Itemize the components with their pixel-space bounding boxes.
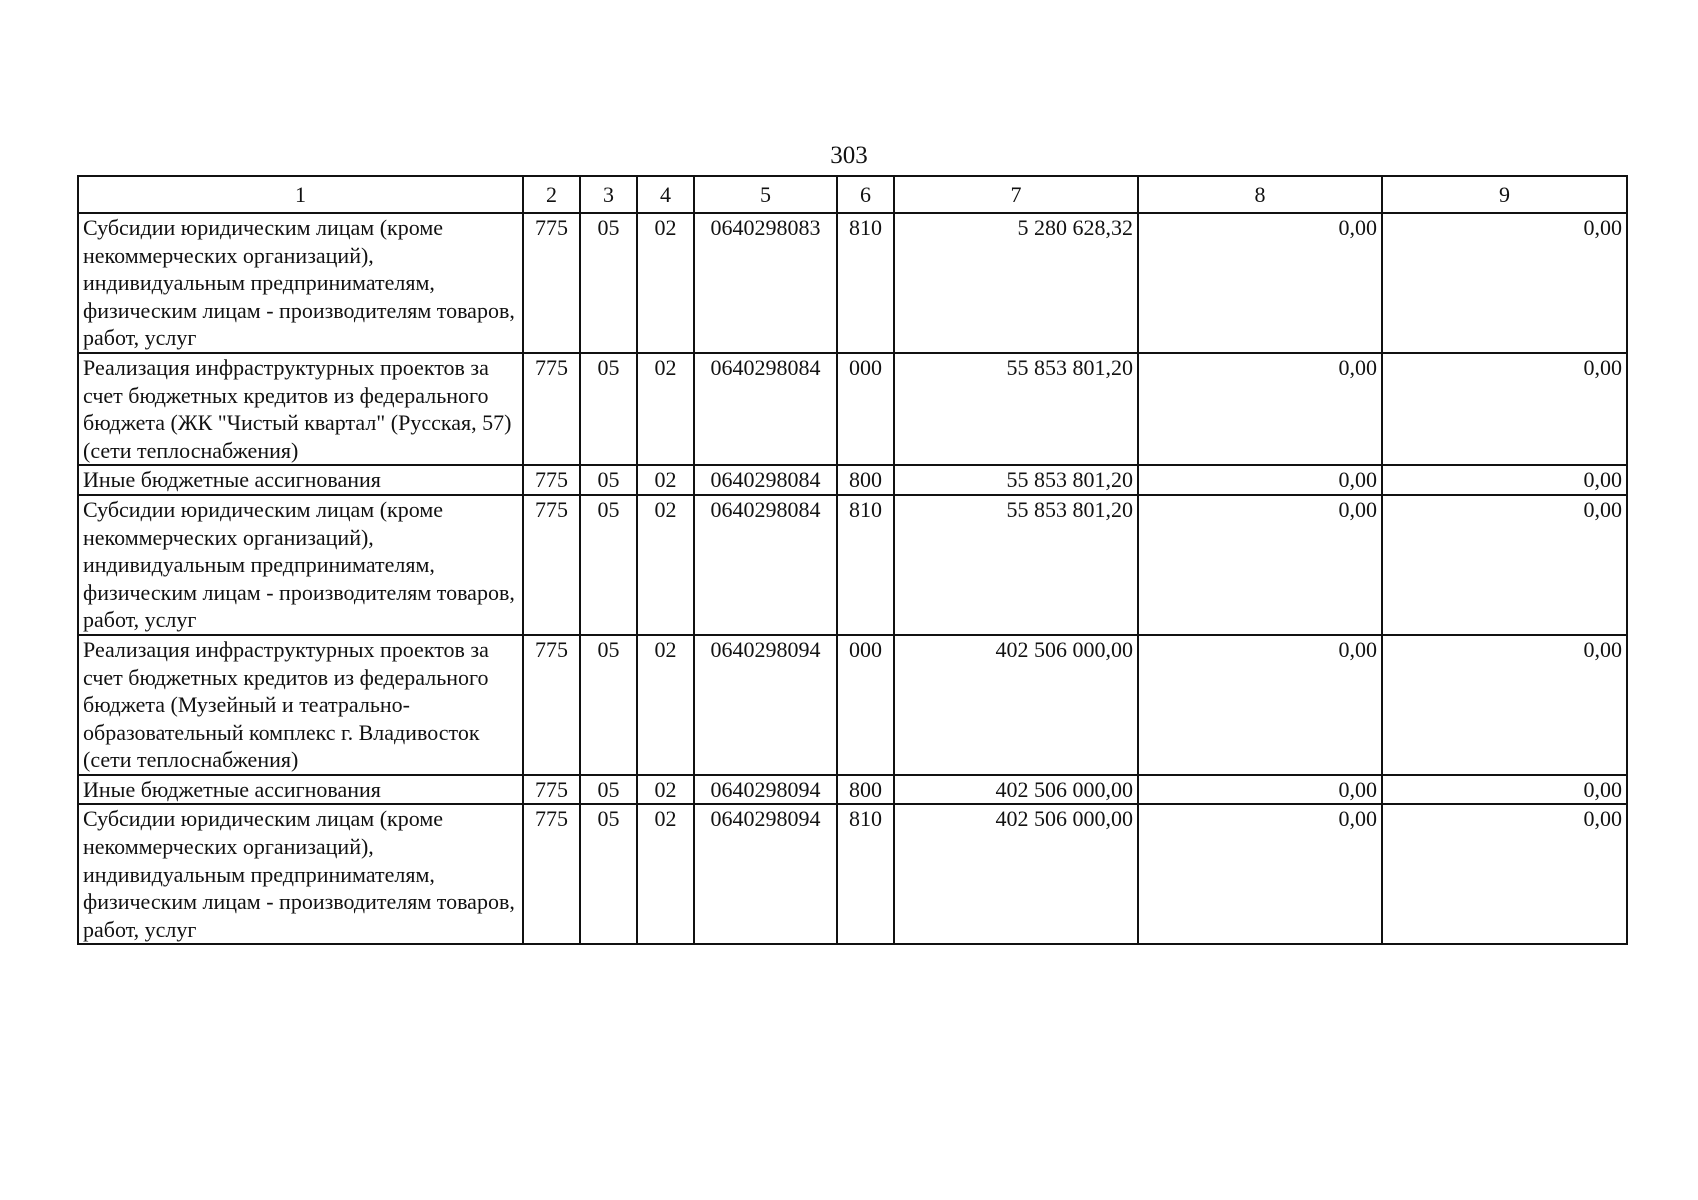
column-header: 2 — [523, 176, 580, 213]
subsection-code: 02 — [637, 353, 694, 465]
subsection-code: 02 — [637, 775, 694, 805]
target-article-code: 0640298083 — [694, 213, 837, 353]
page-number: 303 — [830, 142, 868, 169]
ministry-code: 775 — [523, 465, 580, 495]
amount-col-9: 0,00 — [1382, 213, 1627, 353]
table-row — [78, 775, 1627, 805]
column-header: 7 — [894, 176, 1138, 213]
section-code: 05 — [580, 465, 637, 495]
ministry-code: 775 — [523, 775, 580, 805]
amount-col-7: 5 280 628,32 — [894, 213, 1138, 353]
amount-col-7: 55 853 801,20 — [894, 465, 1138, 495]
column-header: 4 — [637, 176, 694, 213]
row-description: Реализация инфраструктурных проектов за счет бюджетных кредитов из федерального бюджета (ЖК "Чистый квартал" (Русская, 57) (сети теплоснабжения) — [78, 353, 523, 465]
expense-type-code: 000 — [837, 353, 894, 465]
column-header: 5 — [694, 176, 837, 213]
section-code: 05 — [580, 804, 637, 944]
table-row — [78, 635, 1627, 775]
amount-col-9: 0,00 — [1382, 804, 1627, 944]
row-description: Иные бюджетные ассигнования — [78, 465, 523, 495]
subsection-code: 02 — [637, 635, 694, 775]
row-description: Реализация инфраструктурных проектов за счет бюджетных кредитов из федерального бюджета (Музейный и театрально-образовательный комплекс г. Владивосток (сети теплоснабжения) — [78, 635, 523, 775]
amount-col-9: 0,00 — [1382, 353, 1627, 465]
subsection-code: 02 — [637, 465, 694, 495]
column-header: 3 — [580, 176, 637, 213]
target-article-code: 0640298094 — [694, 635, 837, 775]
subsection-code: 02 — [637, 804, 694, 944]
row-description: Субсидии юридическим лицам (кроме некоммерческих организаций), индивидуальным предпринимателям, физическим лицам - производителям товаров, работ, услуг — [78, 495, 523, 635]
amount-col-8: 0,00 — [1138, 804, 1382, 944]
subsection-code: 02 — [637, 213, 694, 353]
ministry-code: 775 — [523, 804, 580, 944]
target-article-code: 0640298084 — [694, 353, 837, 465]
column-header: 6 — [837, 176, 894, 213]
amount-col-7: 55 853 801,20 — [894, 495, 1138, 635]
section-code: 05 — [580, 775, 637, 805]
table-row — [78, 353, 1627, 465]
target-article-code: 0640298084 — [694, 465, 837, 495]
amount-col-8: 0,00 — [1138, 465, 1382, 495]
ministry-code: 775 — [523, 635, 580, 775]
table-row — [78, 465, 1627, 495]
section-code: 05 — [580, 213, 637, 353]
row-description: Субсидии юридическим лицам (кроме некоммерческих организаций), индивидуальным предпринимателям, физическим лицам - производителям товаров, работ, услуг — [78, 213, 523, 353]
table-row — [78, 804, 1627, 944]
ministry-code: 775 — [523, 213, 580, 353]
ministry-code: 775 — [523, 353, 580, 465]
expense-type-code: 000 — [837, 635, 894, 775]
table-row — [78, 495, 1627, 635]
amount-col-9: 0,00 — [1382, 495, 1627, 635]
expense-type-code: 810 — [837, 495, 894, 635]
expense-type-code: 800 — [837, 775, 894, 805]
amount-col-9: 0,00 — [1382, 465, 1627, 495]
section-code: 05 — [580, 635, 637, 775]
amount-col-8: 0,00 — [1138, 635, 1382, 775]
amount-col-8: 0,00 — [1138, 775, 1382, 805]
amount-col-7: 402 506 000,00 — [894, 635, 1138, 775]
column-header: 9 — [1382, 176, 1627, 213]
amount-col-7: 402 506 000,00 — [894, 775, 1138, 805]
ministry-code: 775 — [523, 495, 580, 635]
column-header: 8 — [1138, 176, 1382, 213]
header-row — [78, 176, 1627, 213]
amount-col-8: 0,00 — [1138, 495, 1382, 635]
section-code: 05 — [580, 353, 637, 465]
budget-table — [77, 175, 1628, 945]
row-description: Субсидии юридическим лицам (кроме некоммерческих организаций), индивидуальным предпринимателям, физическим лицам - производителям товаров, работ, услуг — [78, 804, 523, 944]
column-header: 1 — [78, 176, 523, 213]
amount-col-7: 402 506 000,00 — [894, 804, 1138, 944]
amount-col-8: 0,00 — [1138, 353, 1382, 465]
row-description: Иные бюджетные ассигнования — [78, 775, 523, 805]
expense-type-code: 800 — [837, 465, 894, 495]
amount-col-7: 55 853 801,20 — [894, 353, 1138, 465]
amount-col-8: 0,00 — [1138, 213, 1382, 353]
subsection-code: 02 — [637, 495, 694, 635]
table-row — [78, 213, 1627, 353]
amount-col-9: 0,00 — [1382, 775, 1627, 805]
expense-type-code: 810 — [837, 804, 894, 944]
section-code: 05 — [580, 495, 637, 635]
amount-col-9: 0,00 — [1382, 635, 1627, 775]
expense-type-code: 810 — [837, 213, 894, 353]
target-article-code: 0640298094 — [694, 804, 837, 944]
target-article-code: 0640298084 — [694, 495, 837, 635]
target-article-code: 0640298094 — [694, 775, 837, 805]
